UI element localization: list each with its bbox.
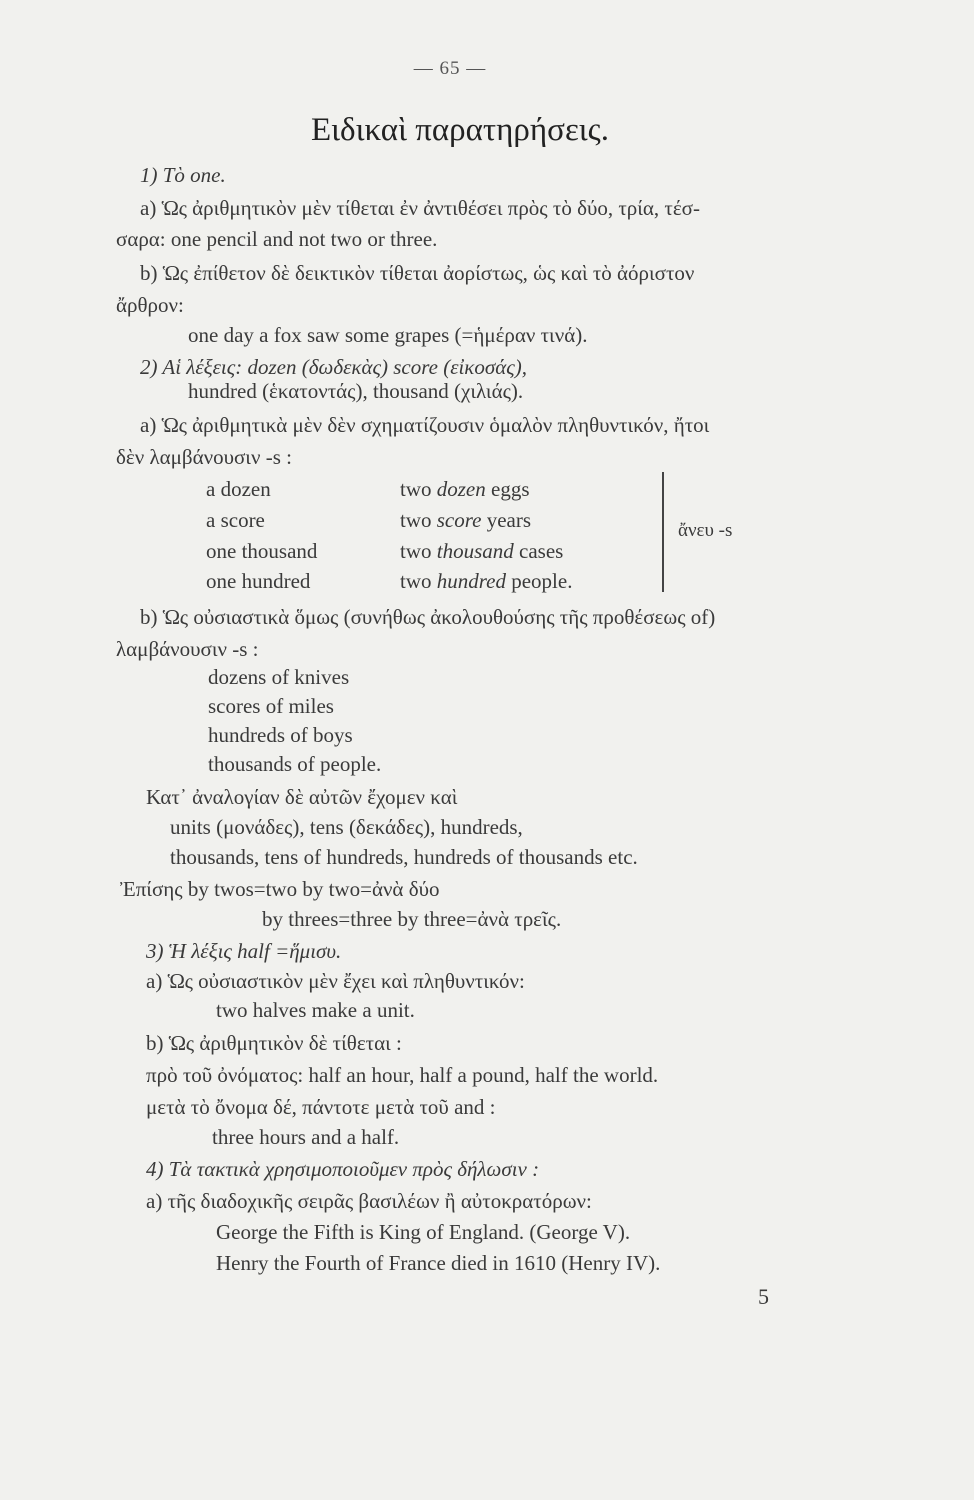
page-number: — 65 — — [413, 58, 487, 79]
table-left-cell: a score — [206, 508, 265, 532]
page-title: Ειδικαὶ παρατηρήσεις. — [310, 112, 609, 148]
text-line: by threes=three by three=ἀνὰ τρεῖς. — [262, 907, 562, 931]
section-4-heading: 4) Τὰ τακτικὰ χρησιμοποιοῦμεν πρὸς δήλωσιν : — [146, 1157, 540, 1181]
section-3-heading: 3) Ἡ λέξις half =ἥμισυ. — [146, 939, 342, 963]
brace-divider — [652, 472, 664, 592]
text-line: George the Fifth is King of England. (George V). — [216, 1220, 631, 1244]
text-line: one day a fox saw some grapes (=ἡμέραν τινά). — [188, 323, 588, 347]
text-line: μετὰ τὸ ὄνομα δέ, πάντοτε μετὰ τοῦ and : — [146, 1095, 496, 1119]
section-2-heading: 2) Αἱ λέξεις: dozen (δωδεκὰς) score (εἰκοσάς), — [140, 355, 528, 379]
text-line: πρὸ τοῦ ὀνόματος: half an hour, half a pound, half the world. — [146, 1063, 659, 1087]
table-right-cell: two dozen eggs — [400, 477, 530, 501]
text-line: σαρα: one pencil and not two or three. — [116, 227, 438, 251]
brace-label: ἄνευ -s — [678, 520, 733, 541]
text-line: dozens of knives — [208, 665, 350, 689]
text-line: thousands, tens of hundreds, hundreds of thousands etc. — [170, 845, 638, 869]
table-right-cell: two thousand cases — [400, 539, 564, 563]
text-line: Κατ᾽ ἀναλογίαν δὲ αὐτῶν ἔχομεν καὶ — [146, 785, 458, 809]
table-left-cell: one hundred — [206, 569, 311, 593]
text-line: thousands of people. — [208, 752, 382, 776]
table-left-cell: one thousand — [206, 539, 318, 563]
text-line: Henry the Fourth of France died in 1610 (Henry IV). — [216, 1251, 661, 1275]
text-line: b) Ὡς ἐπίθετον δὲ δεικτικὸν τίθεται ἀορίστως, ὡς καὶ τὸ ἀόριστον — [140, 261, 695, 285]
text-line: a) τῆς διαδοχικῆς σειρᾶς βασιλέων ἢ αὐτοκρατόρων: — [146, 1189, 592, 1213]
text-line: λαμβάνουσιν -s : — [116, 637, 259, 661]
table-right-cell: two score years — [400, 508, 532, 532]
text-line: a) Ὡς ἀριθμητικὰ μὲν δὲν σχηματίζουσιν ὁμαλὸν πληθυντικόν, ἤτοι — [140, 413, 710, 437]
text-line: Ἐπίσης by twos=two by two=ἀνὰ δύο — [120, 877, 440, 901]
text-line: three hours and a half. — [212, 1125, 400, 1149]
text-line: hundreds of boys — [208, 723, 353, 747]
text-line: scores of miles — [208, 694, 334, 718]
section-1-heading: 1) Τὸ one. — [140, 163, 226, 187]
text-line: b) Ὡς οὐσιαστικὰ ὅμως (συνήθως ἀκολουθούσης τῆς προθέσεως of) — [140, 605, 716, 629]
text-line: b) Ὡς ἀριθμητικὸν δὲ τίθεται : — [146, 1031, 402, 1055]
text-line: two halves make a unit. — [216, 998, 415, 1022]
table-left-cell: a dozen — [206, 477, 271, 501]
table-right-cell: two hundred people. — [400, 569, 573, 593]
text-line: ἄρθρον: — [116, 293, 184, 317]
text-line: δὲν λαμβάνουσιν -s : — [116, 445, 292, 469]
text-line: hundred (ἑκατοντάς), thousand (χιλιάς). — [188, 379, 524, 403]
signature-mark: 5 — [758, 1284, 769, 1309]
text-line: a) Ὡς ἀριθμητικὸν μὲν τίθεται ἐν ἀντιθέσει πρὸς τὸ δύο, τρία, τέσ- — [140, 196, 700, 220]
text-line: units (μονάδες), tens (δεκάδες), hundreds, — [170, 815, 523, 839]
text-line: a) Ὡς οὐσιαστικὸν μὲν ἔχει καὶ πληθυντικόν: — [146, 969, 525, 993]
